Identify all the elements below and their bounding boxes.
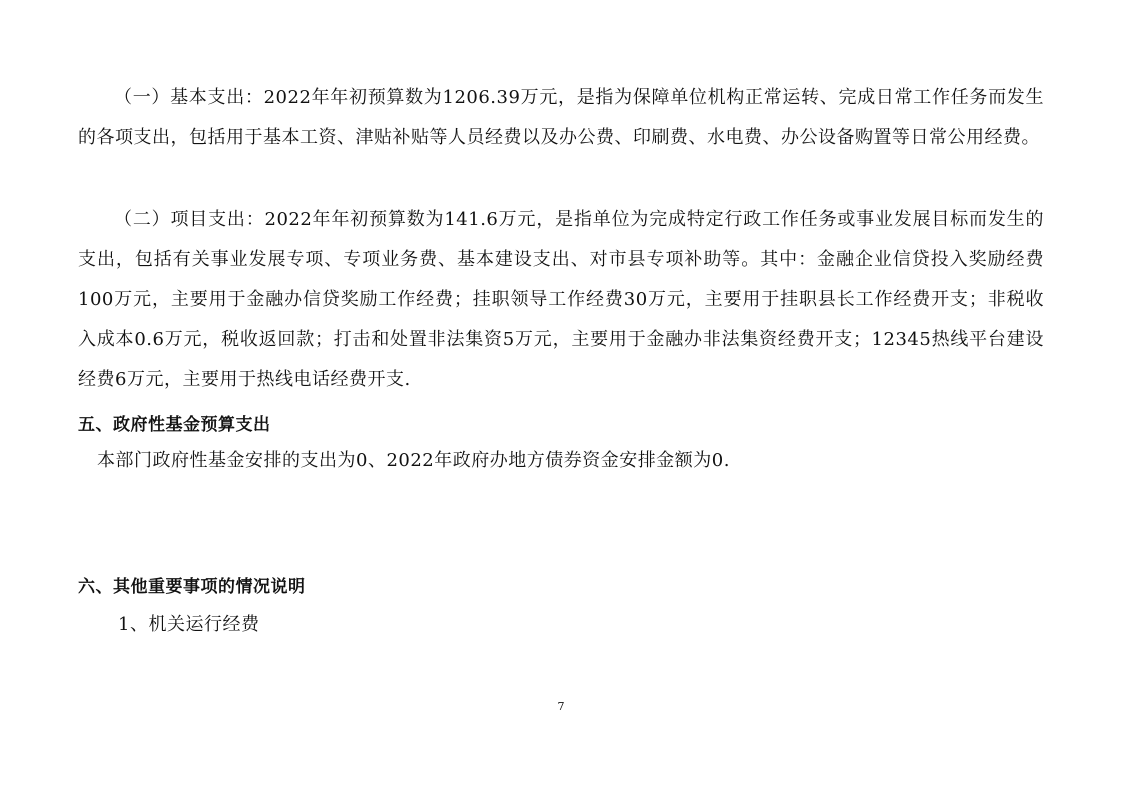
page-number: 7 xyxy=(557,700,565,713)
section-heading-government-fund: 五、政府性基金预算支出 xyxy=(78,415,271,435)
basic-expenditure-paragraph: （一）基本支出：2022年年初预算数为1206.39万元，是指为保障单位机构正常运转、完成日常工作任务而发生的各项支出，包括用于基本工资、津贴补贴等人员经费以及办公费、印刷费、水电费、办公设备购置等日常公用经费。 xyxy=(78,87,1044,148)
section-heading-other-matters: 六、其他重要事项的情况说明 xyxy=(78,577,306,597)
government-fund-paragraph: 本部门政府性基金安排的支出为0、2022年政府办地方债券资金安排金额为0. xyxy=(97,450,730,471)
list-item-operating-expenses: 1、机关运行经费 xyxy=(118,614,260,635)
project-expenditure-paragraph: （二）项目支出：2022年年初预算数为141.6万元，是指单位为完成特定行政工作任务或事业发展目标而发生的支出，包括有关事业发展专项、专项业务费、基本建设支出、对市县专项补助等。其中：金融企业信贷投入奖励经费100万元，主要用于金融办信贷奖励工作经费；挂职领导工作经费30万元，主要用于挂职县长工作经费开支；非税收入成本0.6万元，税收返回款；打击和处置非法集资5万元，主要用于金融办非法集资经费开支；12345热线平台建设经费6万元，主要用于热线电话经费开支. xyxy=(78,209,1044,390)
